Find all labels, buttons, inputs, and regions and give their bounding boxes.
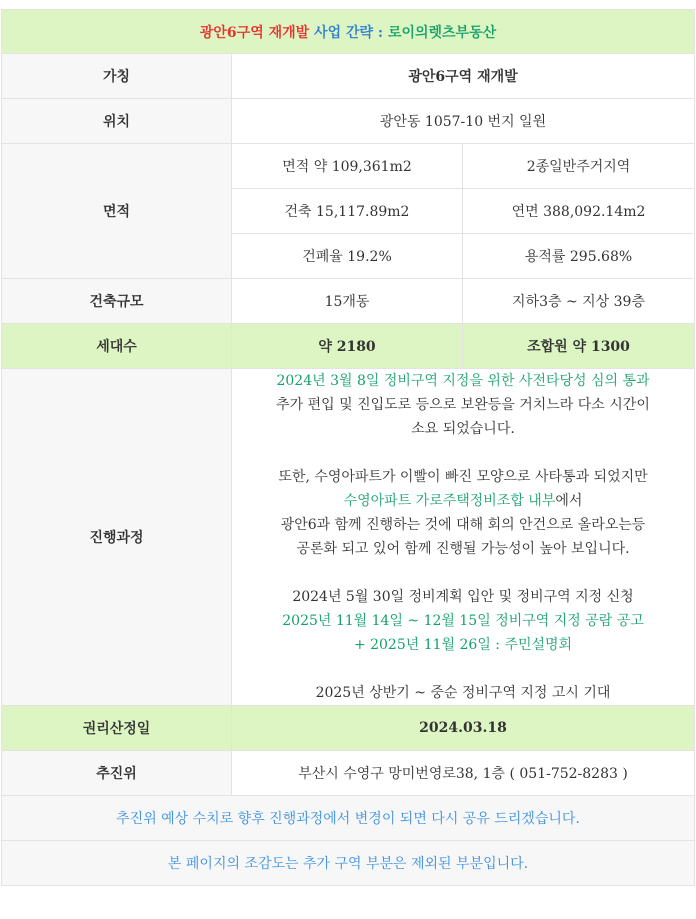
process-suffix: 에서 <box>555 493 583 509</box>
label-location: 위치 <box>2 99 232 144</box>
value-members: 조합원 약 1300 <box>463 324 695 369</box>
value-buildings: 15개동 <box>232 279 463 324</box>
note-row-2 <box>2 841 695 886</box>
project-summary-table <box>1 9 695 886</box>
row-committee <box>2 751 695 796</box>
value-site-area: 면적 약 109,361m2 <box>232 144 463 189</box>
process-line-mixed <box>238 489 688 513</box>
process-line: 2024년 5월 30일 정비계획 입안 및 정비구역 지정 신청 <box>292 589 634 605</box>
process-line: + 2025년 11월 26일 : 주민설명회 <box>353 637 573 653</box>
value-floors: 지하3층 ~ 지상 39층 <box>463 279 695 324</box>
process-line: 광안6과 함께 진행하는 것에 대해 회의 안건으로 올라오는등 <box>280 517 646 533</box>
label-rights-date: 권리산정일 <box>2 706 232 751</box>
value-rights-date: 2024.03.18 <box>232 706 695 751</box>
title-project-name: 광안6구역 재개발 <box>199 24 310 41</box>
process-details <box>232 369 695 706</box>
note-text: 추진위 예상 수치로 향후 진행과정에서 변경이 되면 다시 공유 드리겠습니다. <box>2 796 695 841</box>
row-location <box>2 99 695 144</box>
process-line: 또한, 수영아파트가 이빨이 빠진 모양으로 사타통과 되었지만 <box>278 469 648 485</box>
row-scale <box>2 279 695 324</box>
value-zoning: 2종일반주거지역 <box>463 144 695 189</box>
label-scale: 건축규모 <box>2 279 232 324</box>
note-row-1 <box>2 796 695 841</box>
title-summary-text: 사업 간략 : <box>309 24 388 41</box>
title-row <box>2 10 695 54</box>
process-highlight: 수영아파트 가로주택정비조합 내부 <box>343 493 556 509</box>
label-process: 진행과정 <box>2 369 232 706</box>
row-area-1 <box>2 144 695 189</box>
row-rights-date <box>2 706 695 751</box>
process-line: 2025년 11월 14일 ~ 12월 15일 정비구역 지정 공람 공고 <box>282 613 644 629</box>
value-coverage-ratio: 건폐율 19.2% <box>232 234 463 279</box>
value-floor-area: 연면 388,092.14m2 <box>463 189 695 234</box>
value-committee-address: 부산시 수영구 망미번영로38, 1층 ( 051-752-8283 ) <box>232 751 695 796</box>
title-agency-name: 로이의렛츠부동산 <box>387 24 497 41</box>
table-title <box>2 10 695 54</box>
value-floor-area-ratio: 용적률 295.68% <box>463 234 695 279</box>
row-name <box>2 54 695 99</box>
label-name: 가칭 <box>2 54 232 99</box>
label-committee: 추진위 <box>2 751 232 796</box>
value-building-area: 건축 15,117.89m2 <box>232 189 463 234</box>
value-location: 광안동 1057-10 번지 일원 <box>232 99 695 144</box>
row-process <box>2 369 695 706</box>
value-name: 광안6구역 재개발 <box>232 54 695 99</box>
process-line: 2025년 상반기 ~ 중순 정비구역 지정 고시 기대 <box>315 685 611 701</box>
value-households: 약 2180 <box>232 324 463 369</box>
process-line: 2024년 3월 8일 정비구역 지정을 위한 사전타당성 심의 통과 <box>276 373 650 389</box>
note-text: 본 페이지의 조감도는 추가 구역 부분은 제외된 부분입니다. <box>2 841 695 886</box>
label-area: 면적 <box>2 144 232 279</box>
label-households: 세대수 <box>2 324 232 369</box>
process-line: 공론화 되고 있어 함께 진행될 가능성이 높아 보입니다. <box>296 541 630 557</box>
row-households <box>2 324 695 369</box>
process-line: 추가 편입 및 진입도로 등으로 보완등을 거치느라 다소 시간이 <box>276 397 650 413</box>
process-line: 소요 되었습니다. <box>411 421 515 437</box>
